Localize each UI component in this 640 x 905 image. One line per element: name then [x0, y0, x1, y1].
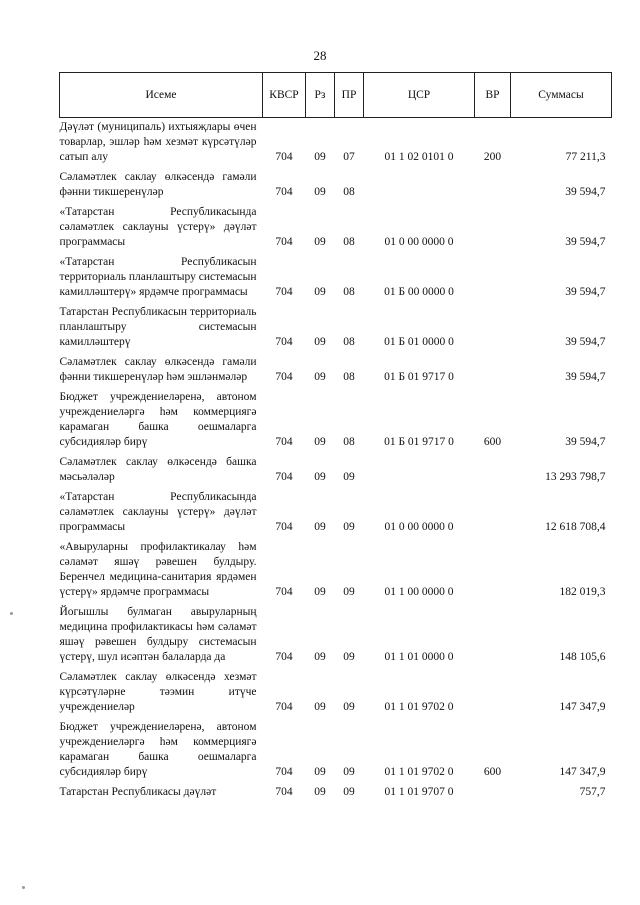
cell-csr: 01 1 00 0000 0 — [384, 586, 454, 598]
cell-csr — [364, 453, 475, 488]
cell-rz: 09 — [314, 236, 326, 248]
table-row — [60, 353, 612, 388]
cell-name: Бюджет учреждениеләренә, автоном учреждениеләргә һәм коммерциягә карамаган башка оешмаларга субсидияләр бирү — [59, 721, 257, 778]
cell-vr — [475, 303, 511, 353]
cell-rz: 09 — [314, 651, 326, 663]
cell-csr: 01 1 01 9702 0 — [384, 701, 454, 713]
header-name: Исеме — [60, 73, 263, 118]
cell-rz: 09 — [314, 286, 326, 298]
cell-pr: 08 — [343, 336, 355, 348]
cell-pr: 09 — [343, 651, 355, 663]
cell-vr — [475, 783, 511, 803]
cell-rz: 09 — [314, 521, 326, 533]
cell-vr — [475, 203, 511, 253]
header-vr: ВР — [475, 73, 511, 118]
header-kvsr: КВСР — [263, 73, 306, 118]
cell-rz: 09 — [314, 701, 326, 713]
table-row — [60, 303, 612, 353]
cell-pr: 07 — [343, 151, 355, 163]
cell-sum: 39 594,7 — [565, 436, 606, 448]
cell-pr: 08 — [343, 371, 355, 383]
cell-csr: 01 1 01 9707 0 — [384, 786, 454, 798]
cell-vr: 600 — [483, 766, 502, 778]
cell-sum: 147 347,9 — [559, 701, 606, 713]
cell-csr: 01 0 00 0000 0 — [384, 236, 454, 248]
margin-mark — [10, 612, 13, 615]
cell-name: Сәламәтлек саклау өлкәсендә гамәли фәнни тикшеренүләр — [59, 171, 257, 198]
table-row — [60, 168, 612, 203]
cell-name: «Татарстан Республикасында сәламәтлек саклауны үстерү» дәүләт программасы — [59, 206, 257, 248]
cell-pr: 08 — [343, 286, 355, 298]
cell-sum: 39 594,7 — [565, 186, 606, 198]
cell-csr: 01 1 01 0000 0 — [384, 651, 454, 663]
cell-vr — [475, 253, 511, 303]
cell-kvsr: 704 — [275, 586, 293, 598]
cell-name: Сәламәтлек саклау өлкәсендә гамәли фәнни тикшеренүләр һәм эшләнмәләр — [59, 356, 257, 383]
cell-csr: 01 1 02 0101 0 — [384, 151, 454, 163]
cell-vr: 200 — [483, 151, 502, 163]
cell-name: «Татарстан Республикасын территориаль планлаштыру системасын камилләштерү» ярдәмче программасы — [59, 256, 257, 298]
table-row — [60, 488, 612, 538]
cell-sum: 757,7 — [579, 786, 606, 798]
cell-pr: 09 — [343, 586, 355, 598]
cell-vr: 600 — [483, 436, 502, 448]
cell-vr — [475, 488, 511, 538]
cell-sum: 13 293 798,7 — [545, 471, 606, 483]
cell-pr: 08 — [343, 236, 355, 248]
cell-rz: 09 — [314, 471, 326, 483]
table-row — [60, 538, 612, 603]
cell-kvsr: 704 — [275, 786, 293, 798]
cell-pr: 09 — [343, 701, 355, 713]
table-row — [60, 668, 612, 718]
cell-kvsr: 704 — [275, 436, 293, 448]
cell-csr: 01 Б 01 0000 0 — [384, 336, 454, 348]
cell-rz: 09 — [314, 786, 326, 798]
header-csr: ЦСР — [364, 73, 475, 118]
budget-table — [59, 72, 612, 803]
margin-mark — [22, 886, 25, 889]
cell-name: Татарстан Республикасы дәүләт — [59, 786, 217, 798]
cell-csr — [364, 168, 475, 203]
cell-vr — [475, 603, 511, 668]
cell-sum: 147 347,9 — [559, 766, 606, 778]
cell-kvsr: 704 — [275, 336, 293, 348]
cell-kvsr: 704 — [275, 701, 293, 713]
table-body — [60, 118, 612, 804]
cell-name: Бюджет учреждениеләренә, автоном учреждениеләргә һәм коммерциягә карамаган башка оешмаларга субсидияләр бирү — [59, 391, 257, 448]
cell-kvsr: 704 — [275, 236, 293, 248]
cell-pr: 09 — [343, 766, 355, 778]
cell-kvsr: 704 — [275, 371, 293, 383]
cell-name: Татарстан Республикасын территориаль планлаштыру системасын камилләштерү — [59, 306, 257, 348]
cell-sum: 39 594,7 — [565, 371, 606, 383]
table-row — [60, 388, 612, 453]
cell-pr: 08 — [343, 436, 355, 448]
cell-vr — [475, 353, 511, 388]
cell-sum: 39 594,7 — [565, 286, 606, 298]
table-row — [60, 203, 612, 253]
table-header-row — [60, 73, 612, 118]
cell-name: Дәүләт (муниципаль) ихтыяҗлары өчен товарлар, эшләр һәм хезмәт күрсәтүләр сатып алу — [59, 121, 257, 163]
cell-csr: 01 Б 01 9717 0 — [384, 371, 454, 383]
cell-sum: 39 594,7 — [565, 336, 606, 348]
cell-csr: 01 Б 00 0000 0 — [384, 286, 454, 298]
cell-kvsr: 704 — [275, 471, 293, 483]
cell-csr: 01 Б 01 9717 0 — [384, 436, 454, 448]
page-number: 28 — [313, 48, 327, 63]
cell-sum: 182 019,3 — [559, 586, 606, 598]
cell-pr: 09 — [343, 471, 355, 483]
table-row — [60, 718, 612, 783]
cell-name: Сәламәтлек саклау өлкәсендә хезмәт күрсәтүләрне тәэмин итүче учреждениеләр — [59, 671, 257, 713]
cell-pr: 09 — [343, 521, 355, 533]
cell-sum: 12 618 708,4 — [545, 521, 606, 533]
table-row — [60, 118, 612, 169]
cell-name: «Авыруларны профилактикалау һәм сәламәт яшәү рәвешен булдыру. Беренчел медицина-санитария ярдәмен үстерү» ярдәмче программасы — [59, 541, 257, 598]
cell-vr — [475, 453, 511, 488]
cell-rz: 09 — [314, 151, 326, 163]
cell-kvsr: 704 — [275, 651, 293, 663]
cell-pr: 09 — [343, 786, 355, 798]
table-row — [60, 253, 612, 303]
cell-kvsr: 704 — [275, 286, 293, 298]
cell-csr: 01 0 00 0000 0 — [384, 521, 454, 533]
cell-vr — [475, 168, 511, 203]
cell-name: Йогышлы булмаган авыруларның медицина профилактикасы һәм сәламәт яшәү рәвешен булдыру системасын үстерү, шул исәптән балаларда да — [59, 606, 257, 663]
cell-rz: 09 — [314, 186, 326, 198]
header-pr: ПР — [335, 73, 364, 118]
cell-kvsr: 704 — [275, 186, 293, 198]
cell-rz: 09 — [314, 436, 326, 448]
cell-rz: 09 — [314, 586, 326, 598]
cell-csr: 01 1 01 9702 0 — [384, 766, 454, 778]
cell-name: Сәламәтлек саклау өлкәсендә башка мәсьәләләр — [59, 456, 257, 483]
cell-kvsr: 704 — [275, 766, 293, 778]
cell-rz: 09 — [314, 766, 326, 778]
table-row — [60, 603, 612, 668]
table-row — [60, 453, 612, 488]
header-rz: Рз — [306, 73, 335, 118]
cell-sum: 148 105,6 — [559, 651, 606, 663]
cell-vr — [475, 668, 511, 718]
cell-sum: 77 211,3 — [565, 151, 606, 163]
cell-rz: 09 — [314, 371, 326, 383]
cell-kvsr: 704 — [275, 151, 293, 163]
cell-kvsr: 704 — [275, 521, 293, 533]
table-row — [60, 783, 612, 803]
cell-pr: 08 — [343, 186, 355, 198]
cell-name: «Татарстан Республикасында сәламәтлек саклауны үстерү» дәүләт программасы — [59, 491, 257, 533]
header-sum: Суммасы — [511, 73, 612, 118]
cell-sum: 39 594,7 — [565, 236, 606, 248]
cell-vr — [475, 538, 511, 603]
budget-table-container — [59, 72, 611, 803]
cell-rz: 09 — [314, 336, 326, 348]
